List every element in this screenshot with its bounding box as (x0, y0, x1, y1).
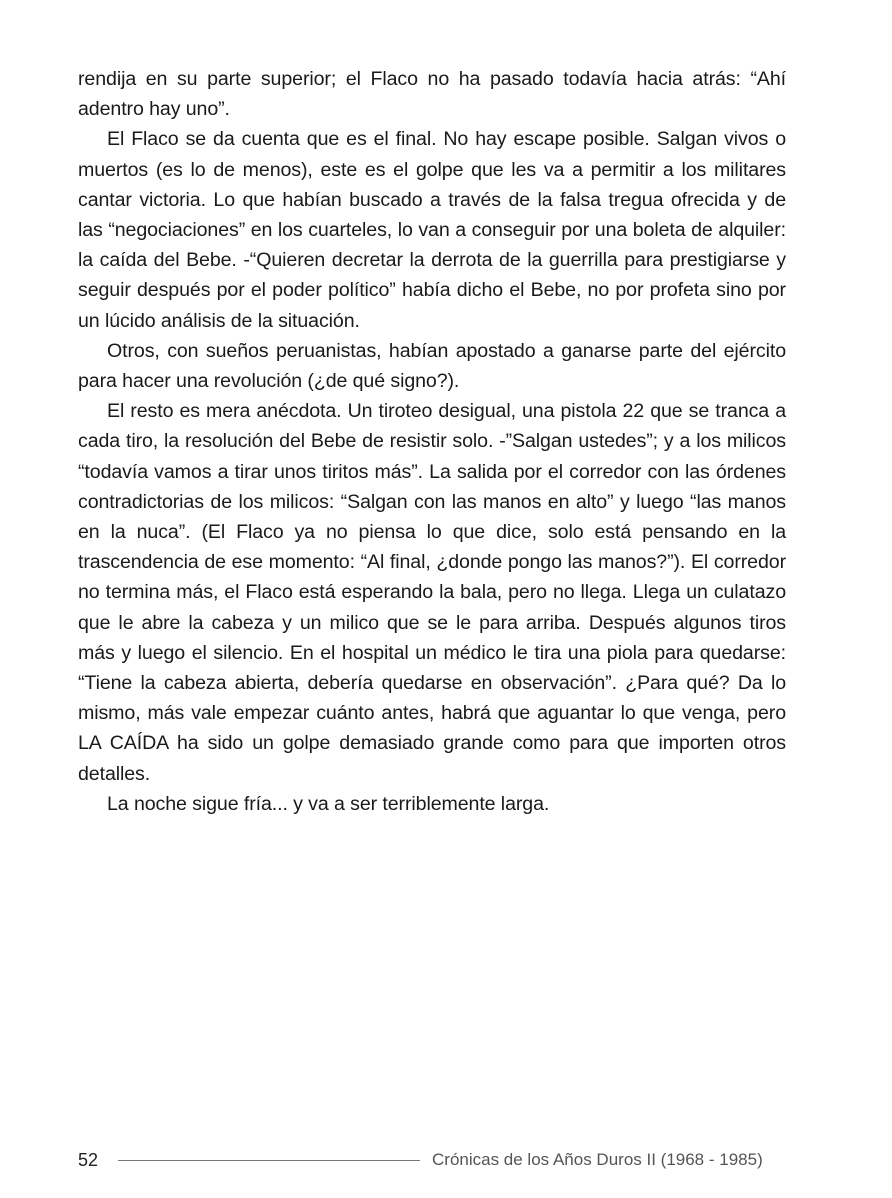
paragraph: rendija en su parte superior; el Flaco no ha pasado todavía hacia atrás: “Ahí adentro hay uno”. (78, 68, 786, 121)
paragraph: El resto es mera anécdota. Un tiroteo desigual, una pistola 22 que se tranca a cada tiro, la resolución del Bebe de resistir solo. -”Salgan ustedes”; y a los milicos “todavía vamos a tirar unos tiritos más”. La salida por el corredor con las órdenes contradictorias de los milicos: “Salgan con las manos en alto” y luego “las manos en la nuca”. (El Flaco ya no piensa lo que dice, solo está pensando en la trascendencia de ese momento: “Al final, ¿donde pongo las manos?”). El corredor no termina más, el Flaco está esperando la bala, pero no llega. Llega un culatazo que le abre la cabeza y un milico que se le para arriba. Después algunos tiros más y luego el silencio. En el hospital un médico le tira una piola para quedarse: “Tiene la cabeza abierta, debería quedarse en observación”. ¿Para qué? Da lo mismo, más vale empezar cuánto antes, habrá que aguantar lo que venga, pero LA CAÍDA ha sido un golpe demasiado grande como para que importen otros detalles. (78, 400, 786, 785)
page-body (78, 64, 786, 819)
paragraph: La noche sigue fría... y va a ser terriblemente larga. (107, 792, 550, 815)
footer-divider (118, 1160, 420, 1161)
paragraph: El Flaco se da cuenta que es el final. No hay escape posible. Salgan vivos o muertos (es lo de menos), este es el golpe que les va a permitir a los militares cantar victoria. Lo que habían buscado a través de la falsa tregua ofrecida y de las “negociaciones” en los cuarteles, lo van a conseguir por una boleta de alquiler: la caída del Bebe. -“Quieren decretar la derrota de la guerrilla para prestigiarse y seguir después por el poder político” había dicho el Bebe, no por profeta sino por un lúcido análisis de la situación. (78, 128, 786, 332)
page-number: 52 (78, 1149, 99, 1170)
paragraph: Otros, con sueños peruanistas, habían apostado a ganarse parte del ejército para hacer una revolución (¿de qué signo?). (78, 339, 786, 393)
running-title: Crónicas de los Años Duros II (1968 - 1985) (432, 1150, 763, 1169)
page-footer (78, 1145, 784, 1175)
